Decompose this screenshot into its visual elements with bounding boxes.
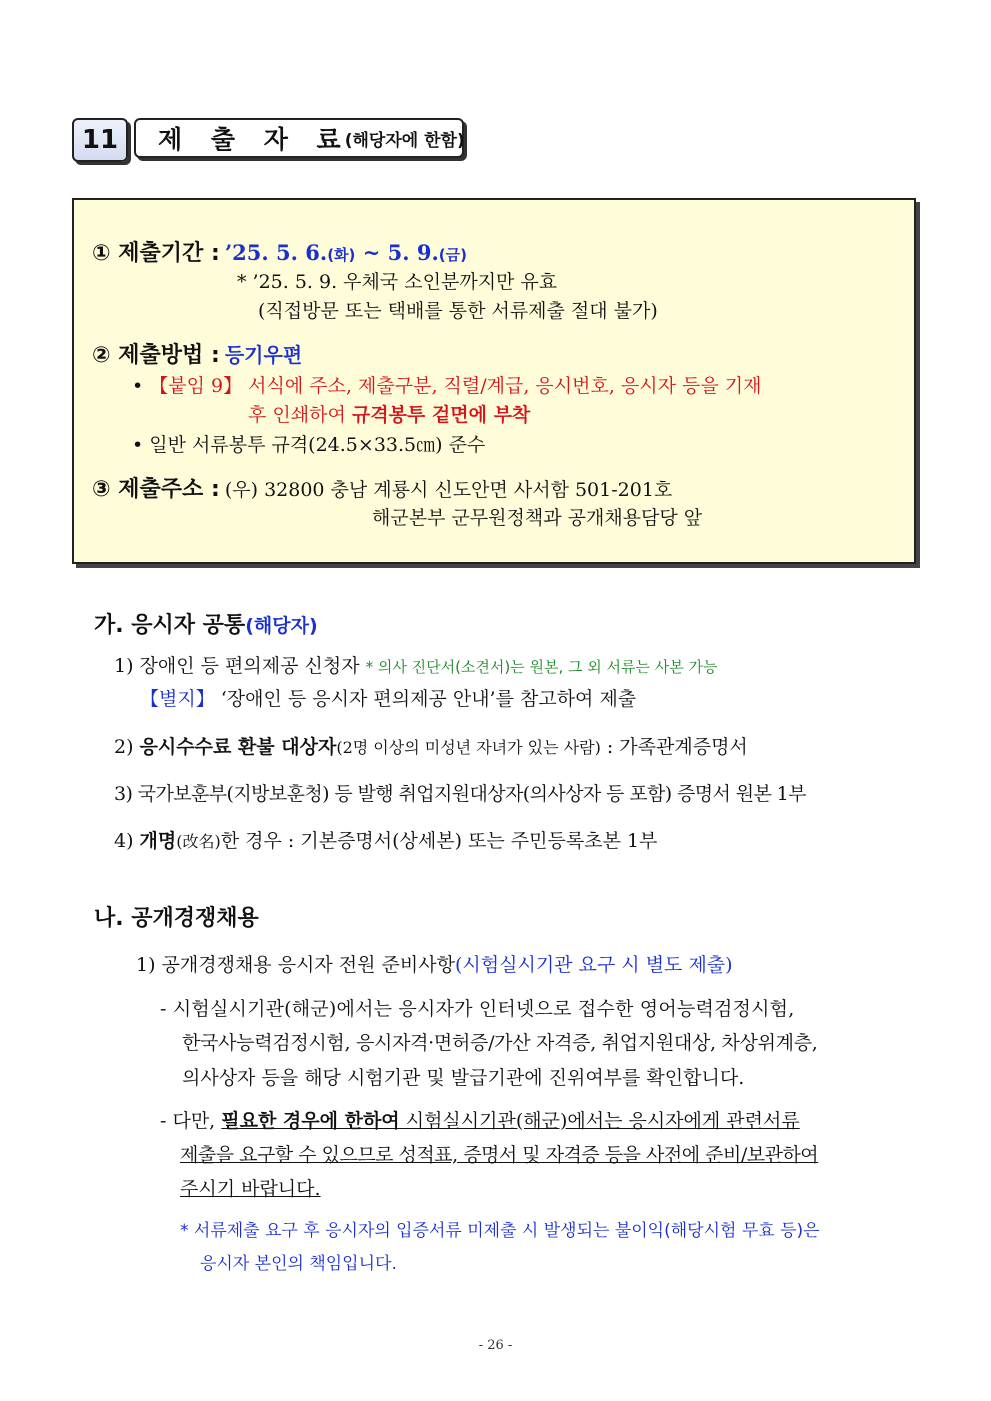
period-note-1: * ’25. 5. 9. 우체국 소인분까지만 유효 xyxy=(237,271,558,293)
section-b-para-2-line3: 주시기 바랍니다. xyxy=(180,1178,321,1200)
section-a-item-1: 1) 장애인 등 편의제공 신청자 * 의사 진단서(소견서)는 원본, 그 외 서류는 사본 가능 xyxy=(114,655,718,677)
section-a-item-2: 2) 응시수수료 환불 대상자(2명 이상의 미성년 자녀가 있는 사람) : 가족관계증명서 xyxy=(114,736,748,758)
section-title: 제 출 자 료 xyxy=(158,125,351,154)
section-b-para-1-line1: - 시험실시기관(해군)에서는 응시자가 인터넷으로 접수한 영어능력검정시험, xyxy=(160,998,795,1020)
section-a-item-3: 3) 국가보훈부(지방보훈청) 등 발행 취업지원대상자(의사상자 등 포함) 증명서 원본 1부 xyxy=(114,783,806,805)
section-subtitle: (해당자에 한함) xyxy=(344,130,465,151)
section-b-para-1-line2: 한국사능력검정시험, 응시자격·면허증/가산 자격증, 취업지원대상, 차상위계층, xyxy=(182,1032,818,1054)
submission-method xyxy=(92,338,302,369)
section-b-item-1: 1) 공개경쟁채용 응시자 전원 준비사항(시험실시기관 요구 시 별도 제출) xyxy=(136,954,733,976)
section-a-item-1-line2: 【별지】 ‘장애인 등 응시자 편의제공 안내’를 참고하여 제출 xyxy=(140,688,637,710)
period-start: ’25. 5. 6. xyxy=(224,240,328,265)
section-a-item-4: 4) 개명(改名)한 경우 : 기본증명서(상세본) 또는 주민등록초본 1부 xyxy=(114,830,658,852)
section-b-para-2-line1: - 다만, 필요한 경우에 한하여 시험실시기관(해군)에서는 응시자에게 관련서류 xyxy=(160,1110,800,1132)
attachment-ref: 【붙임 9】 xyxy=(149,375,243,397)
address-line-1: (우) 32800 충남 계룡시 신도안면 사서함 501-201호 xyxy=(224,479,673,501)
page-number: - 26 - xyxy=(478,1338,513,1353)
method-bullet-2: • 일반 서류봉투 규격(24.5×33.5㎝) 준수 xyxy=(132,434,486,456)
section-b-title: 나. 공개경쟁채용 xyxy=(94,906,259,931)
section-b-note-line1: * 서류제출 요구 후 응시자의 입증서류 미제출 시 발생되는 불이익(해당시험 무효 등)은 xyxy=(180,1221,820,1241)
submission-address xyxy=(92,472,672,503)
method-bullet-1: • 【붙임 9】 서식에 주소, 제출구분, 직렬/계급, 응시번호, 응시자 등을 기재 xyxy=(132,375,762,397)
address-label: ③ 제출주소 : xyxy=(92,477,220,502)
section-b-note-line2: 응시자 본인의 책임입니다. xyxy=(200,1254,397,1274)
section-a-title: 가. 응시자 공통(해당자) xyxy=(94,613,318,638)
method-label: ② 제출방법 : xyxy=(92,343,220,368)
section-b-para-1-line3: 의사상자 등을 해당 시험기관 및 발급기관에 진위여부를 확인합니다. xyxy=(182,1067,745,1089)
method-value: 등기우편 xyxy=(224,343,303,367)
section-title-box xyxy=(134,118,464,158)
method-bullet-1-line2: 후 인쇄하여 규격봉투 겉면에 부착 xyxy=(248,404,531,426)
section-b-para-2-line2: 제출을 요구할 수 있으므로 성적표, 증명서 및 자격증 등을 사전에 준비/보관하여 xyxy=(180,1144,819,1166)
period-label: ① 제출기간 : xyxy=(92,241,220,266)
period-note-2: (직접방문 또는 택배를 통한 서류제출 절대 불가) xyxy=(258,300,658,322)
address-line-2: 해군본부 군무원정책과 공개채용담당 앞 xyxy=(372,507,703,529)
submission-period: ① 제출기간 : ’25. 5. 6.(화) ~ 5. 9.(금) xyxy=(92,240,467,266)
section-number: 11 xyxy=(72,118,128,162)
